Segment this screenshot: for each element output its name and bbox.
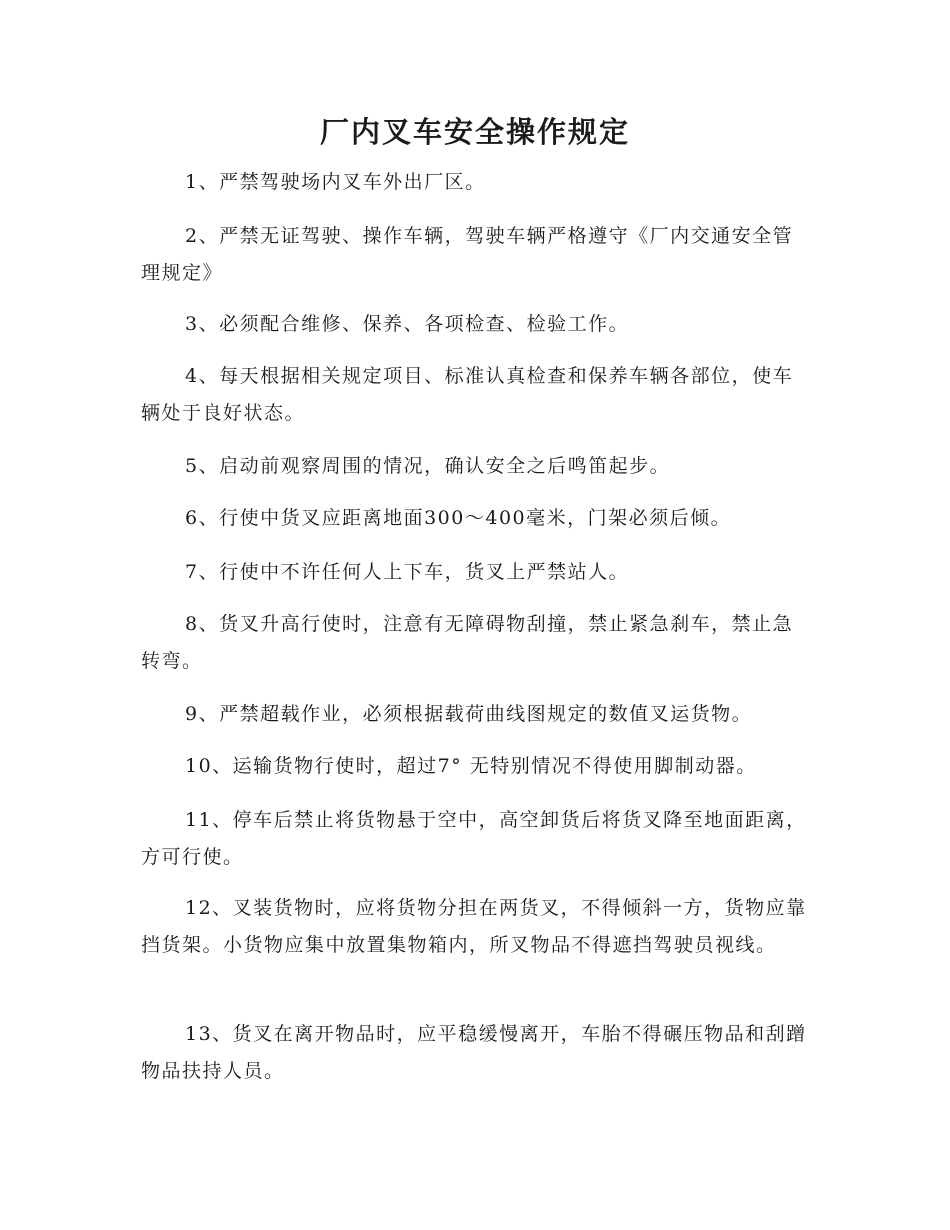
document-title: 厂内叉车安全操作规定 bbox=[319, 115, 630, 149]
clause-8: 8、货叉升高行使时，注意有无障碍物刮撞，禁止紧急刹车，禁止急转弯。 bbox=[141, 613, 794, 672]
clause-6: 6、行使中货叉应距离地面300～400毫米，门架必须后倾。 bbox=[185, 507, 732, 529]
clause-5: 5、启动前观察周围的情况，确认安全之后鸣笛起步。 bbox=[185, 455, 671, 477]
clause-4: 4、每天根据相关规定项目、标准认真检查和保养车辆各部位，使车辆处于良好状态。 bbox=[141, 365, 794, 424]
clause-11: 11、停车后禁止将货物悬于空中，高空卸货后将货叉降至地面距离，方可行使。 bbox=[141, 809, 807, 868]
clause-10: 10、运输货物行使时，超过7° 无特别情况不得使用脚制动器。 bbox=[185, 755, 757, 777]
clause-3: 3、必须配合维修、保养、各项检查、检验工作。 bbox=[185, 313, 630, 335]
clause-12: 12、叉装货物时，应将货物分担在两货叉，不得倾斜一方，货物应靠挡货架。小货物应集中放置集物箱内，所叉物品不得遮挡驾驶员视线。 bbox=[141, 897, 807, 956]
clause-1: 1、严禁驾驶场内叉车外出厂区。 bbox=[185, 171, 486, 193]
clause-9: 9、严禁超载作业，必须根据载荷曲线图规定的数值叉运货物。 bbox=[185, 703, 753, 725]
clause-13: 13、货叉在离开物品时，应平稳缓慢离开，车胎不得碾压物品和刮蹭物品扶持人员。 bbox=[141, 1023, 807, 1082]
clause-7: 7、行使中不许任何人上下车，货叉上严禁站人。 bbox=[185, 561, 630, 583]
clause-2: 2、严禁无证驾驶、操作车辆，驾驶车辆严格遵守《厂内交通安全管理规定》 bbox=[141, 225, 794, 284]
